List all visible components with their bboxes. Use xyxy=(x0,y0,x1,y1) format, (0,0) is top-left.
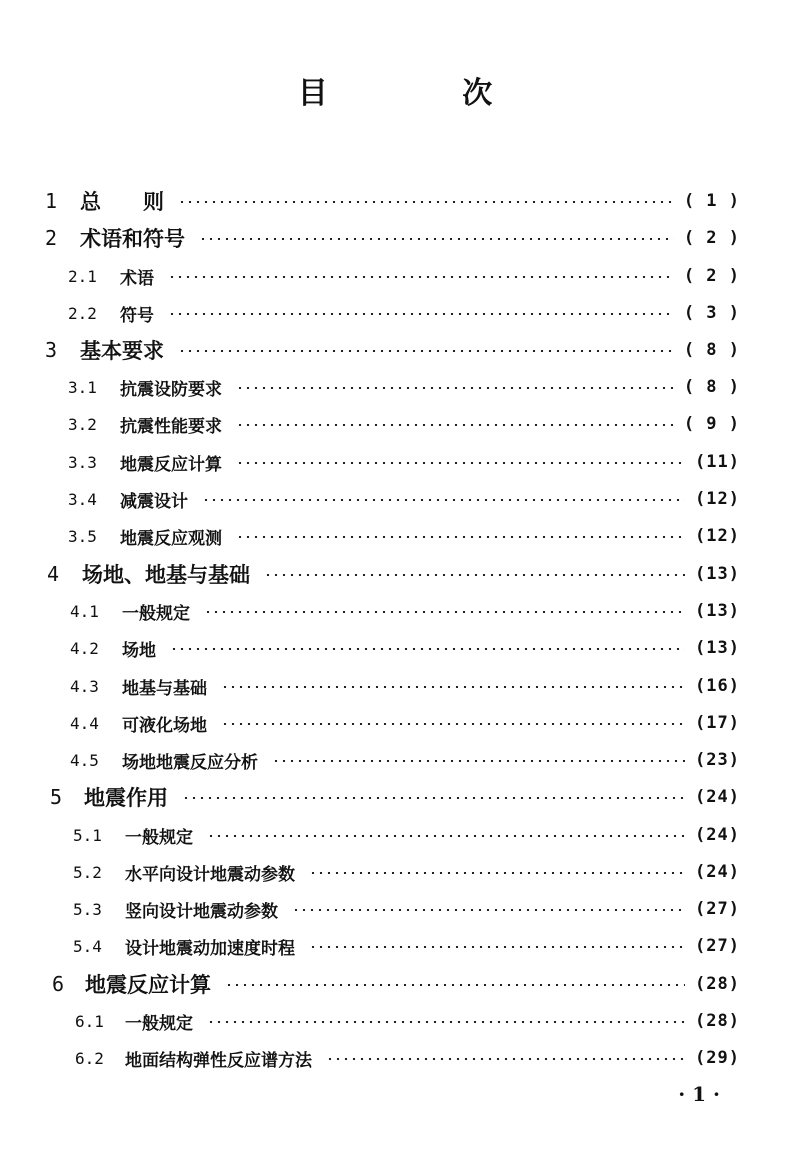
toc-leader-dots xyxy=(309,872,685,874)
toc-entry-page: (12) xyxy=(695,489,740,509)
toc-entry-page: ( 2 ) xyxy=(683,228,740,248)
toc-entry-number: 3 xyxy=(45,338,58,362)
toc-entry xyxy=(0,521,790,551)
toc-entry-number: 5 xyxy=(50,785,63,809)
toc-entry-number: 1 xyxy=(45,189,58,213)
toc-entry-number: 3.1 xyxy=(68,377,97,397)
toc-entry xyxy=(0,633,790,663)
toc-entry xyxy=(0,484,790,514)
toc-entry-title: 地基与基础 xyxy=(122,678,207,699)
toc-entry-number: 5.1 xyxy=(73,825,102,845)
toc-entry-number: 4.1 xyxy=(70,601,99,621)
toc-entry-title: 可液化场地 xyxy=(122,715,207,736)
toc-leader-dots xyxy=(178,350,674,352)
toc-entry-number: 6.1 xyxy=(75,1011,104,1031)
toc-leader-dots xyxy=(272,760,685,762)
toc-leader-dots xyxy=(221,686,685,688)
toc-entry-title: 总 则 xyxy=(80,190,164,214)
toc-entry-title: 场地、地基与基础 xyxy=(82,563,250,587)
toc-entry-page: (24) xyxy=(695,825,740,845)
toc-leader-dots xyxy=(204,611,685,613)
toc-entry xyxy=(0,223,790,253)
toc-entry xyxy=(0,782,790,812)
toc-leader-dots xyxy=(221,723,685,725)
toc-leader-dots xyxy=(207,1021,685,1023)
toc-entry-number: 4.3 xyxy=(70,676,99,696)
toc-leader-dots xyxy=(178,201,674,203)
toc-entry-page: ( 1 ) xyxy=(683,191,740,211)
toc-entry xyxy=(0,186,790,216)
toc-entry-page: (13) xyxy=(695,601,740,621)
toc-leader-dots xyxy=(236,536,685,538)
toc-leader-dots xyxy=(264,574,685,576)
toc-entry-title: 术语 xyxy=(120,268,154,289)
toc-entry-page: (12) xyxy=(695,526,740,546)
toc-entry-page: (23) xyxy=(695,750,740,770)
toc-entry-title: 基本要求 xyxy=(80,339,164,363)
toc-entry-number: 4.2 xyxy=(70,638,99,658)
page-title: 目 次 xyxy=(297,76,555,111)
toc-entry-title: 地面结构弹性反应谱方法 xyxy=(125,1050,312,1071)
toc-leader-dots xyxy=(168,313,674,315)
toc-entry-number: 3.3 xyxy=(68,452,97,472)
toc-leader-dots xyxy=(207,835,685,837)
toc-entry-number: 4 xyxy=(47,562,60,586)
toc-entry xyxy=(0,335,790,365)
toc-entry-title: 抗震性能要求 xyxy=(120,416,222,437)
toc-entry-title: 设计地震动加速度时程 xyxy=(125,938,295,959)
toc-entry xyxy=(0,372,790,402)
toc-entry-page: (27) xyxy=(695,899,740,919)
toc-entry-title: 符号 xyxy=(120,305,154,326)
toc-entry-page: ( 9 ) xyxy=(683,414,740,434)
page-number: · 1 · xyxy=(678,1082,720,1106)
toc-entry-page: (13) xyxy=(695,638,740,658)
toc-entry xyxy=(0,931,790,961)
toc-entry-title: 一般规定 xyxy=(125,827,193,848)
toc-leader-dots xyxy=(225,984,685,986)
toc-entry xyxy=(0,596,790,626)
toc-entry-title: 抗震设防要求 xyxy=(120,379,222,400)
toc-entry-number: 4.5 xyxy=(70,750,99,770)
toc-entry-page: (13) xyxy=(695,564,740,584)
toc-entry xyxy=(0,671,790,701)
toc-entry-number: 5.3 xyxy=(73,899,102,919)
toc-leader-dots xyxy=(292,909,685,911)
toc-entry-page: (24) xyxy=(695,787,740,807)
toc-entry xyxy=(0,820,790,850)
toc-entry xyxy=(0,559,790,589)
toc-leader-dots xyxy=(236,462,685,464)
toc-entry-page: (11) xyxy=(695,452,740,472)
toc-leader-dots xyxy=(202,499,685,501)
toc-entry-number: 2 xyxy=(45,226,58,250)
toc-entry-title: 地震反应观测 xyxy=(120,528,222,549)
toc-entry-page: (16) xyxy=(695,676,740,696)
toc-entry xyxy=(0,409,790,439)
toc-entry-page: ( 8 ) xyxy=(683,340,740,360)
toc-entry-page: (29) xyxy=(695,1048,740,1068)
toc-leader-dots xyxy=(199,238,674,240)
toc-entry xyxy=(0,447,790,477)
toc-entry-number: 2.1 xyxy=(68,266,97,286)
toc-entry-number: 6.2 xyxy=(75,1048,104,1068)
toc-entry-page: (28) xyxy=(695,1011,740,1031)
toc-entry xyxy=(0,857,790,887)
toc-entry-number: 3.2 xyxy=(68,414,97,434)
toc-entry-title: 场地地震反应分析 xyxy=(122,752,258,773)
toc-entry xyxy=(0,708,790,738)
toc-entry xyxy=(0,298,790,328)
toc-entry-number: 5.2 xyxy=(73,862,102,882)
toc-entry-number: 6 xyxy=(52,972,65,996)
toc-leader-dots xyxy=(236,424,674,426)
toc-leader-dots xyxy=(168,276,674,278)
toc-entry-number: 4.4 xyxy=(70,713,99,733)
toc-leader-dots xyxy=(309,946,685,948)
toc-entry-title: 一般规定 xyxy=(125,1013,193,1034)
toc-entry-title: 竖向设计地震动参数 xyxy=(125,901,278,922)
toc-entry-number: 2.2 xyxy=(68,303,97,323)
toc-entry xyxy=(0,1006,790,1036)
toc-entry xyxy=(0,969,790,999)
toc-entry-page: (17) xyxy=(695,713,740,733)
toc-entry-number: 3.4 xyxy=(68,489,97,509)
toc-entry-page: ( 2 ) xyxy=(683,266,740,286)
toc-entry-number: 5.4 xyxy=(73,936,102,956)
toc-entry-title: 水平向设计地震动参数 xyxy=(125,864,295,885)
toc-entry-page: (24) xyxy=(695,862,740,882)
toc-entry xyxy=(0,745,790,775)
toc-entry-page: ( 3 ) xyxy=(683,303,740,323)
toc-entry-title: 减震设计 xyxy=(120,491,188,512)
toc-entry-title: 地震反应计算 xyxy=(120,454,222,475)
toc-entry-page: (28) xyxy=(695,974,740,994)
toc-entry xyxy=(0,894,790,924)
toc-entry-title: 地震作用 xyxy=(84,786,168,810)
toc-leader-dots xyxy=(170,648,685,650)
toc-entry xyxy=(0,1043,790,1073)
toc-entry-page: ( 8 ) xyxy=(683,377,740,397)
toc-entry-title: 地震反应计算 xyxy=(85,973,211,997)
toc-entry-title: 术语和符号 xyxy=(80,227,185,251)
toc-leader-dots xyxy=(182,797,685,799)
toc-leader-dots xyxy=(326,1058,685,1060)
toc-entry-title: 场地 xyxy=(122,640,156,661)
toc-entry-number: 3.5 xyxy=(68,526,97,546)
toc-entry xyxy=(0,261,790,291)
toc-entry-page: (27) xyxy=(695,936,740,956)
toc-leader-dots xyxy=(236,387,674,389)
toc-entry-title: 一般规定 xyxy=(122,603,190,624)
